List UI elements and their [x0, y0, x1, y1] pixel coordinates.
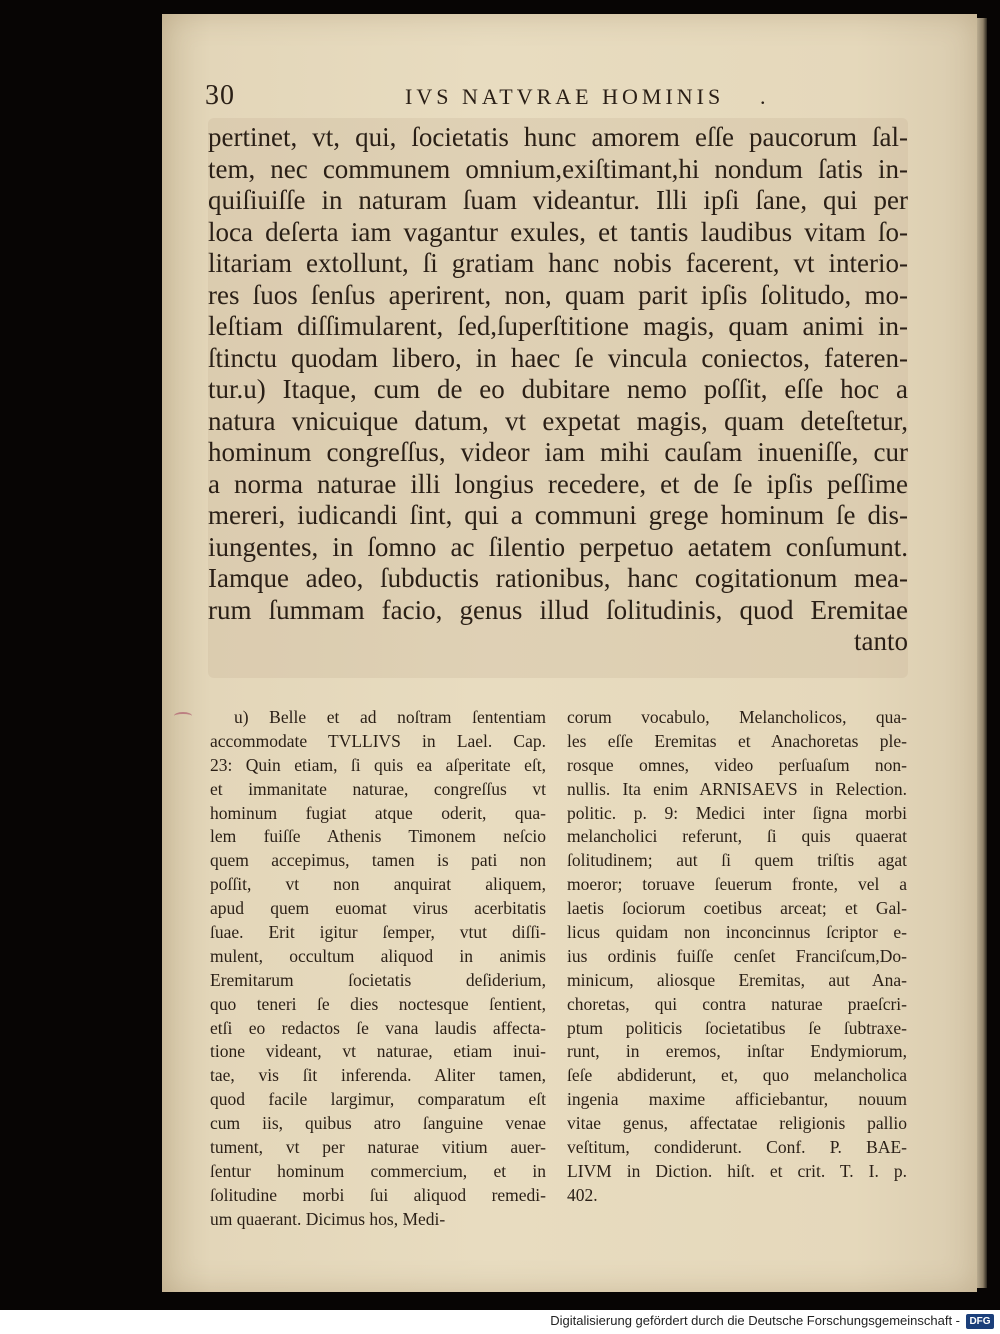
main-text-line: ſtinctu quodam libero, in haec ſe vincula coniectos, fateren- [208, 342, 908, 373]
footnote-line: ingenia maxime afficiebantur, nouum [567, 1089, 907, 1110]
footnote-line: nullis. Ita enim ARNISAEVS in Relection. [567, 778, 907, 799]
footnote-line: quem accepimus, tamen is pati non [210, 850, 546, 871]
running-title-dot: . [760, 84, 766, 109]
footnote-line: ptum politicis ſocietatibus ſe ſubtraxe- [567, 1017, 907, 1038]
footnote-line: ſolitudinem; aut ſi quem triſtis agat [567, 850, 907, 871]
footnote-line: quo teneri ſe dies noctesque ſentient, [210, 993, 546, 1014]
main-text-line: mereri, iudicandi ſint, qui a communi grege hominum ſe dis- [208, 500, 908, 530]
footnote-line: 23: Quin etiam, ſi quis ea aſperitate eſt, [210, 754, 546, 775]
footnote-line: vitae genus, affectatae religionis pallio [567, 1113, 907, 1134]
main-text-line: tur.u) Itaque, cum de eo dubitare nemo poſſit, eſſe hoc a [208, 374, 908, 404]
footnote-line: 402. [567, 1184, 598, 1205]
footnote-line: minicum, aliosque Eremitas, aut Ana- [567, 969, 907, 990]
footer-bar [0, 1310, 1000, 1334]
footnote-line: ſuae. Erit igitur ſemper, vtut diſſi- [210, 922, 546, 943]
pencil-mark [174, 712, 192, 720]
footnote-line: poſſit, vt non anquirat aliquem, [210, 874, 546, 895]
main-text-line: tanto [854, 626, 908, 656]
footnote-line: etſi eo redactos ſe vana laudis affecta- [210, 1017, 546, 1038]
running-head [205, 80, 905, 116]
main-text-line: litariam extollunt, ſi gratiam hanc nobis facerent, vt interio- [208, 248, 908, 278]
footnote-line: rosque omnes, video perſuaſum non- [567, 754, 907, 775]
footnote-line: lem fuiſſe Athenis Timonem neſcio [210, 826, 546, 847]
footnote-line: apud quem euomat virus acerbitatis [210, 898, 546, 919]
footnote-left-column [210, 706, 546, 1232]
footnote-line: cum iis, quibus atro ſanguine venae [210, 1113, 546, 1134]
page-edge [977, 18, 987, 1288]
footnote-right-column [567, 706, 907, 1208]
footnote-line: veſtitum, condiderunt. Conf. P. BAE- [567, 1137, 907, 1158]
footnote-line: politic. p. 9: Medici inter ſigna morbi [567, 802, 907, 823]
footnote-line: Eremitarum ſocietatis deſiderium, [210, 969, 546, 990]
footnote-line: choretas, qui contra naturae praeſcri- [567, 993, 907, 1014]
main-text-line: rum ſummam facio, genus illud ſolitudinis, quod Eremitae [208, 594, 908, 625]
footnote-line: tument, vt per naturae vitium auer- [210, 1137, 546, 1158]
main-text-line: loca deſerta iam vagantur exules, et tantis laudibus vitam ſo- [208, 216, 908, 247]
page-number: 30 [205, 80, 235, 111]
footnote-line: runt, in eremos, inſtar Endymiorum, [567, 1041, 907, 1062]
main-text-line: quiſiuiſſe in naturam ſuam videantur. Illi ipſi ſane, qui per [208, 185, 908, 215]
footnote-line: tae, vis ſit inferenda. Aliter tamen, [210, 1065, 546, 1086]
footnote-line: hominum fugiat atque oderit, qua- [210, 802, 546, 823]
footnote-line: mulent, occultum aliquod in animis [210, 945, 546, 966]
running-title: IVS NATVRAE HOMINIS [405, 84, 725, 109]
footnote-line: ſeſe abdiderunt, et, quo melancholica [567, 1065, 907, 1086]
main-text-line: Iamque adeo, ſubductis rationibus, hanc cogitationum mea- [208, 563, 908, 593]
footnote-line: u) Belle et ad noſtram ſententiam [234, 707, 546, 727]
footnote-line: ius ordinis fuiſſe cenſet Franciſcum,Do- [567, 945, 907, 966]
footnote-line: moeror; toruave ſeuerum fronte, vel a [567, 874, 907, 895]
footnote-line: laetis ſociorum coetibus arceat; et Gal- [567, 898, 907, 919]
footnote-line: corum vocabulo, Melancholicos, qua- [567, 707, 907, 727]
footnote-line: licus quidam non inconcinnus ſcriptor e- [567, 922, 907, 943]
footnote-line: LIVM in Diction. hiſt. et crit. T. I. p. [567, 1160, 907, 1181]
footnote-line: et immanitate naturae, congreſſus vt [210, 778, 546, 799]
footer-credit: Digitalisierung gefördert durch die Deutsche Forschungsgemeinschaft - [550, 1313, 960, 1328]
footnote-line: ſolitudine morbi ſui aliquod remedi- [210, 1184, 546, 1205]
main-text-line: tem, nec communem omnium,exiſtimant,hi nondum ſatis in- [208, 153, 908, 184]
main-text-line: hominum congreſſus, videor iam mihi cauſam inueniſſe, cur [208, 437, 908, 467]
footnote-line: ſentur hominum commercium, et in [210, 1160, 546, 1181]
main-text-block [208, 122, 908, 658]
footnote-line: les eſſe Eremitas et Anachoretas ple- [567, 730, 907, 751]
footnote-line: melancholici referunt, ſi quis quaerat [567, 826, 907, 847]
main-text-line: leſtiam diſſimularent, ſed,ſuperſtitione magis, quam animi in- [208, 311, 908, 341]
main-text-line: res ſuos ſenſus aperirent, non, quam parit ipſis ſolitudo, mo- [208, 279, 908, 310]
dfg-logo: DFG [966, 1314, 994, 1329]
main-text-line: iungentes, in ſomno ac ſilentio perpetuo aetatem conſumunt. [208, 531, 908, 562]
footnote-line: accommodate TVLLIVS in Lael. Cap. [210, 730, 546, 751]
footnote-line: um quaerant. Dicimus hos, Medi- [210, 1208, 446, 1229]
main-text-line: a norma naturae illi longius recedere, et de ſe ipſis peſſime [208, 468, 908, 499]
footnote-line: tione videant, vt naturae, etiam inui- [210, 1041, 546, 1062]
footnote-line: quod facile largimur, comparatum eſt [210, 1089, 546, 1110]
main-text-line: pertinet, vt, qui, ſocietatis hunc amorem eſſe paucorum ſal- [208, 122, 908, 152]
main-text-line: natura vnicuique datum, vt expetat magis, quam deteſtetur, [208, 405, 908, 436]
